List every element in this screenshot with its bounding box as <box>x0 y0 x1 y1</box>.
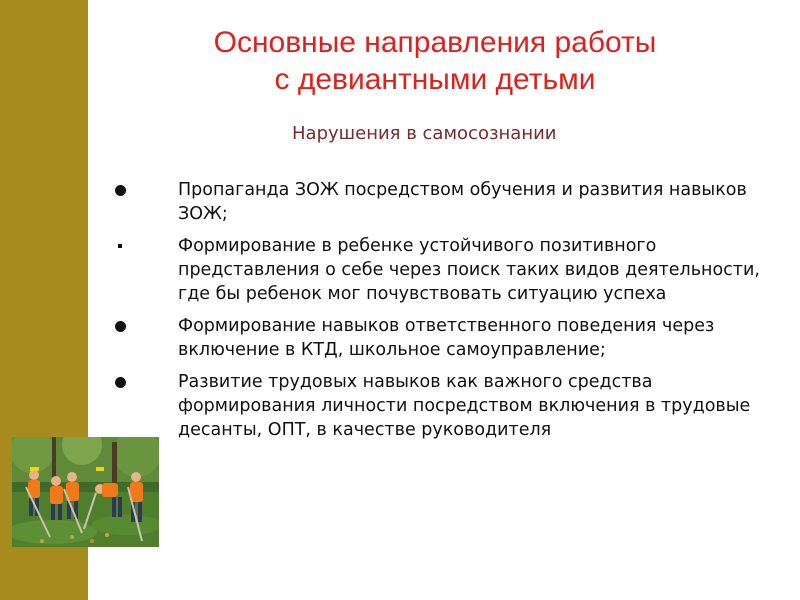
bullet-text: Пропаганда ЗОЖ посредством обучения и развития навыков ЗОЖ; <box>178 180 747 224</box>
bullet-dot-icon <box>110 370 130 394</box>
bullet-dot-icon <box>110 178 130 202</box>
slide-title <box>100 24 770 98</box>
bullet-item-1 <box>110 178 790 226</box>
bullet-item-3 <box>110 314 790 362</box>
bullet-list <box>110 178 790 450</box>
photo-children-raking-leaves <box>12 437 159 547</box>
photo-illustration <box>12 437 159 547</box>
bullet-square-icon <box>110 234 130 258</box>
bullet-text: Формирование навыков ответственного поведения через включение в КТД, школьное самоуправление; <box>178 316 715 360</box>
title-line-2: с девиантными детьми <box>274 63 596 96</box>
bullet-item-2 <box>110 234 790 306</box>
bullet-text: Формирование в ребенке устойчивого позитивного представления о себе через поиск таких видов деятельности, где бы ребенок мог почувствовать ситуацию успеха <box>178 236 760 304</box>
title-line-1: Основные направления работы <box>213 26 657 59</box>
bullet-text: Развитие трудовых навыков как важного средства формирования личности посредством включения в трудовые десанты, ОПТ, в качестве руководителя <box>178 372 751 440</box>
bullet-item-4 <box>110 370 790 442</box>
bullet-dot-icon <box>110 314 130 338</box>
slide-subtitle: Нарушения в самосознании <box>292 123 557 144</box>
